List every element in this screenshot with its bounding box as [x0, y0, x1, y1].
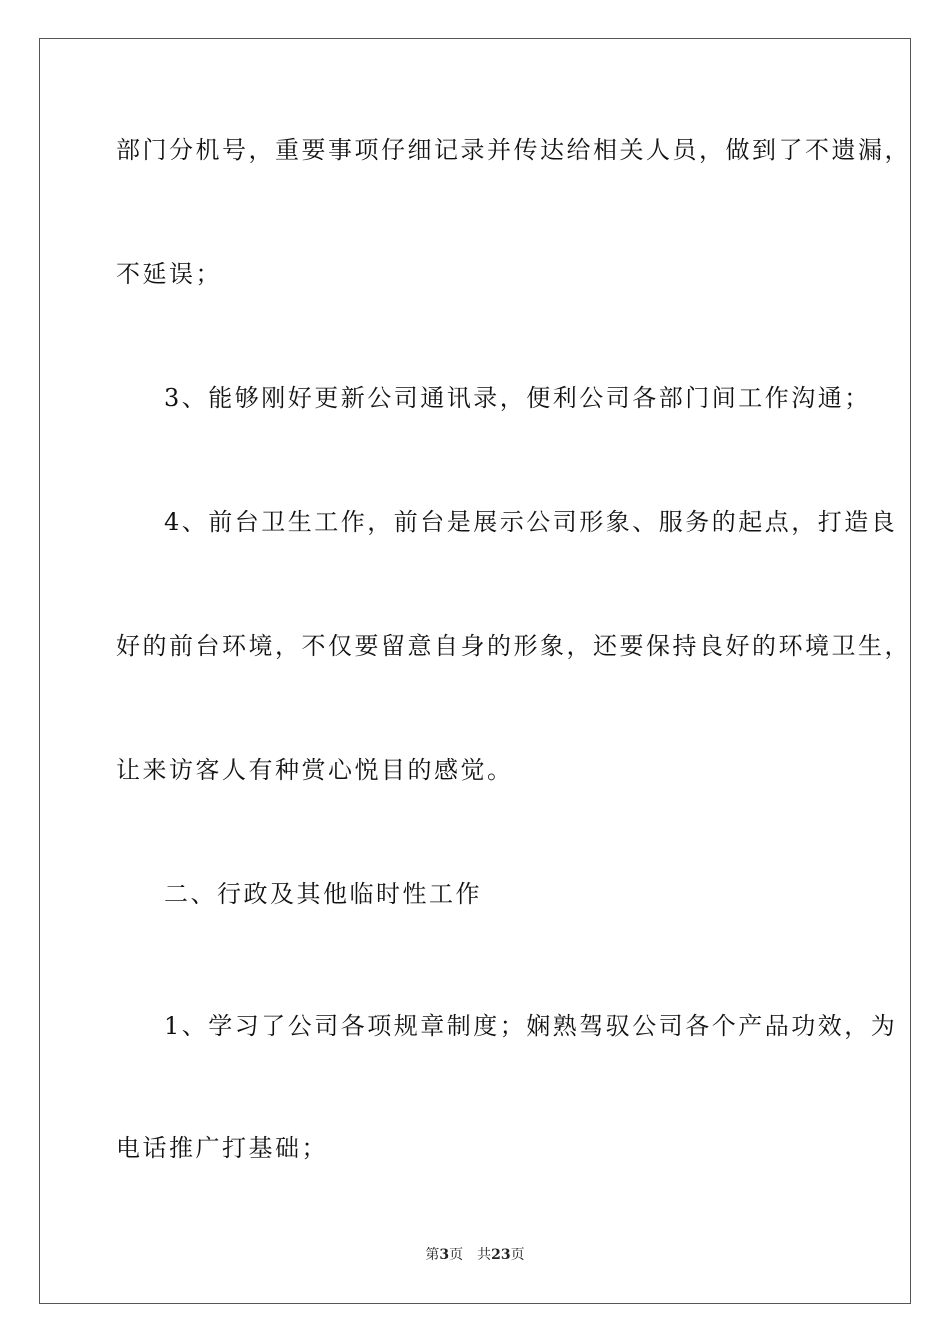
- body-line-6: 让来访客人有种赏心悦目的感觉。: [116, 756, 514, 784]
- body-line-8: 1、学习了公司各项规章制度；娴熟驾驭公司各个产品功效，为: [164, 1012, 898, 1040]
- total-pages: 23: [491, 1247, 511, 1263]
- total-suffix: 页: [510, 1247, 525, 1263]
- body-line-5: 好的前台环境，不仅要留意自身的形象，还要保持良好的环境卫生，: [116, 632, 911, 660]
- page-frame: [39, 38, 911, 1304]
- body-line-1: 部门分机号，重要事项仔细记录并传达给相关人员，做到了不遗漏，: [116, 136, 911, 164]
- page-prefix: 第: [425, 1247, 440, 1263]
- page-suffix: 页: [449, 1247, 464, 1263]
- section-heading: 二、行政及其他临时性工作: [164, 880, 482, 908]
- body-line-2: 不延误；: [116, 260, 222, 288]
- page-footer: [0, 1246, 950, 1264]
- page-number: 3: [439, 1247, 450, 1263]
- total-prefix: 共: [477, 1247, 492, 1263]
- body-line-9: 电话推广打基础；: [116, 1134, 328, 1162]
- body-line-4: 4、前台卫生工作，前台是展示公司形象、服务的起点，打造良: [164, 508, 898, 536]
- body-line-3: 3、能够刚好更新公司通讯录，便利公司各部门间工作沟通；: [164, 384, 871, 412]
